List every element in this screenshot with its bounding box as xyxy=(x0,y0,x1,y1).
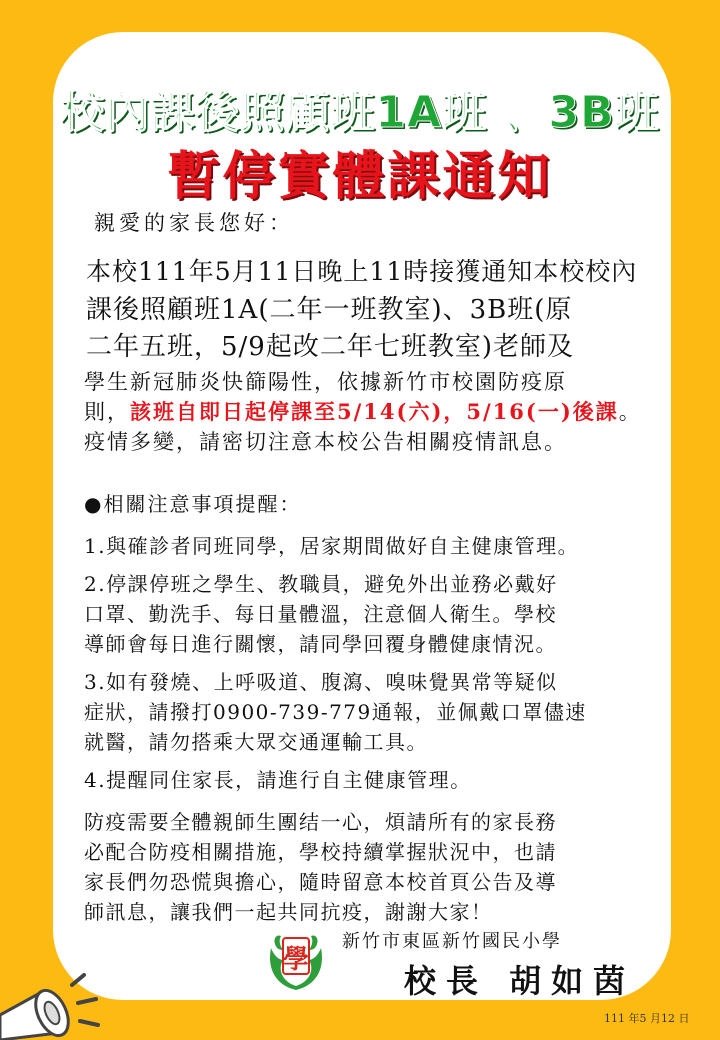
school-name: 新竹市東區新竹國民小學 xyxy=(342,931,562,952)
reminder-item-2-line-2: 口罩、勤洗手、每日量體溫，注意個人衛生。學校 xyxy=(84,602,557,626)
issue-date: 111 年5 月12 日 xyxy=(604,1012,690,1025)
greeting: 親愛的家長您好： xyxy=(94,211,294,235)
notice-line-5 xyxy=(84,396,642,426)
reminder-item-2-line-1: 2.停課停班之學生、教職員，避免外出並務必戴好 xyxy=(84,572,558,596)
notice-line-1: 本校111年5月11日晚上11時接獲通知本校校內 xyxy=(86,257,638,286)
notice-line-4: 學生新冠肺炎快篩陽性，依據新竹市校園防疫原 xyxy=(84,370,567,394)
reminder-item-1: 1.與確診者同班同學，居家期間做好自主健康管理。 xyxy=(84,534,580,558)
reminder-item-3-line-1: 3.如有發燒、上呼吸道、腹瀉、嗅味覺異常等疑似 xyxy=(84,670,558,694)
school-logo-icon xyxy=(265,930,327,994)
notice-line-3: 二年五班，5/9起改二年七班教室)老師及 xyxy=(86,332,574,362)
closing-line-3: 家長們勿恐慌與擔心，隨時留意本校首頁公告及導 xyxy=(84,870,557,894)
reminders-heading: ●相關注意事項提醒： xyxy=(84,492,302,516)
reminder-item-2-line-3: 導師會每日進行關懷，請同學回覆身體健康情況。 xyxy=(84,632,557,656)
reminder-item-3-line-3: 就醫，請勿搭乘大眾交通運輸工具。 xyxy=(84,730,428,754)
reminder-item-3-line-2: 症狀，請撥打0900-739-779通報，並佩戴口罩儘速 xyxy=(84,700,587,724)
principal-signature: 校長 胡如茵 xyxy=(404,962,636,1000)
megaphone-icon xyxy=(0,955,110,1040)
notice-title: 校內課後照顧班1A班 、3B班 xyxy=(60,87,660,138)
reminder-item-4: 4.提醒同住家長，請進行自主健康管理。 xyxy=(84,768,472,792)
closing-line-1: 防疫需要全體親師生團结一心，煩請所有的家長務 xyxy=(84,810,557,834)
notice-line-6: 疫情多變，請密切注意本校公告相關疫情訊息。 xyxy=(84,430,567,454)
notice-subtitle: 暫停實體課通知 xyxy=(167,147,553,207)
notice-line-2: 課後照顧班1A(二年一班教室)、3B班(原 xyxy=(86,295,573,325)
closing-line-2: 必配合防疫相關措施，學校持續掌握狀況中，也請 xyxy=(84,840,557,864)
notice-line-5-prefix: 則， xyxy=(84,400,130,424)
svg-text:學: 學 xyxy=(282,945,310,975)
suspension-period: 該班自即日起停課至5/14(六)，5/16(一)後課 xyxy=(130,399,619,424)
notice-line-5-suffix: 。 xyxy=(618,400,642,424)
closing-line-4: 師訊息，讓我們一起共同抗疫，謝謝大家！ xyxy=(84,900,493,924)
